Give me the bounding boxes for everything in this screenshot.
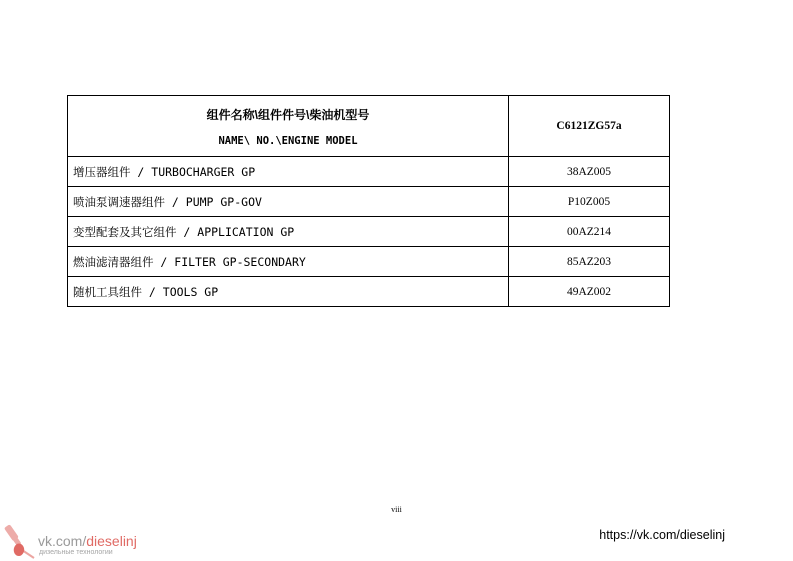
part-number: 38AZ005 [509,157,670,187]
watermark-accent: dieselinj [86,533,137,549]
page-number: viii [391,505,402,514]
watermark-logo [2,522,172,560]
parts-table [67,95,670,307]
fuel-injector-logo-icon [2,522,38,560]
table-row [68,217,670,247]
table-row [68,187,670,217]
engine-model-cell: C6121ZG57a [509,96,670,157]
table-row [68,157,670,187]
part-name: 随机工具组件 / TOOLS GP [68,277,509,307]
watermark-subtitle: дизельные технологии [39,549,113,556]
part-number: 49AZ002 [509,277,670,307]
part-name: 喷油泵调速器组件 / PUMP GP-GOV [68,187,509,217]
header-title-cn: 组件名称\组件件号\柴油机型号 [206,107,370,122]
header-title-en: NAME\ NO.\ENGINE MODEL [218,134,358,147]
header-title-cell [68,96,509,157]
part-number: P10Z005 [509,187,670,217]
footer-url[interactable]: https://vk.com/dieselinj [599,528,725,542]
part-number: 00AZ214 [509,217,670,247]
part-name: 变型配套及其它组件 / APPLICATION GP [68,217,509,247]
watermark-prefix: vk.com/ [38,533,87,549]
watermark-text [38,533,137,549]
table-header-row [68,96,670,157]
table-row [68,247,670,277]
part-number: 85AZ203 [509,247,670,277]
part-name: 燃油滤清器组件 / FILTER GP-SECONDARY [68,247,509,277]
part-name: 增压器组件 / TURBOCHARGER GP [68,157,509,187]
table-row [68,277,670,307]
